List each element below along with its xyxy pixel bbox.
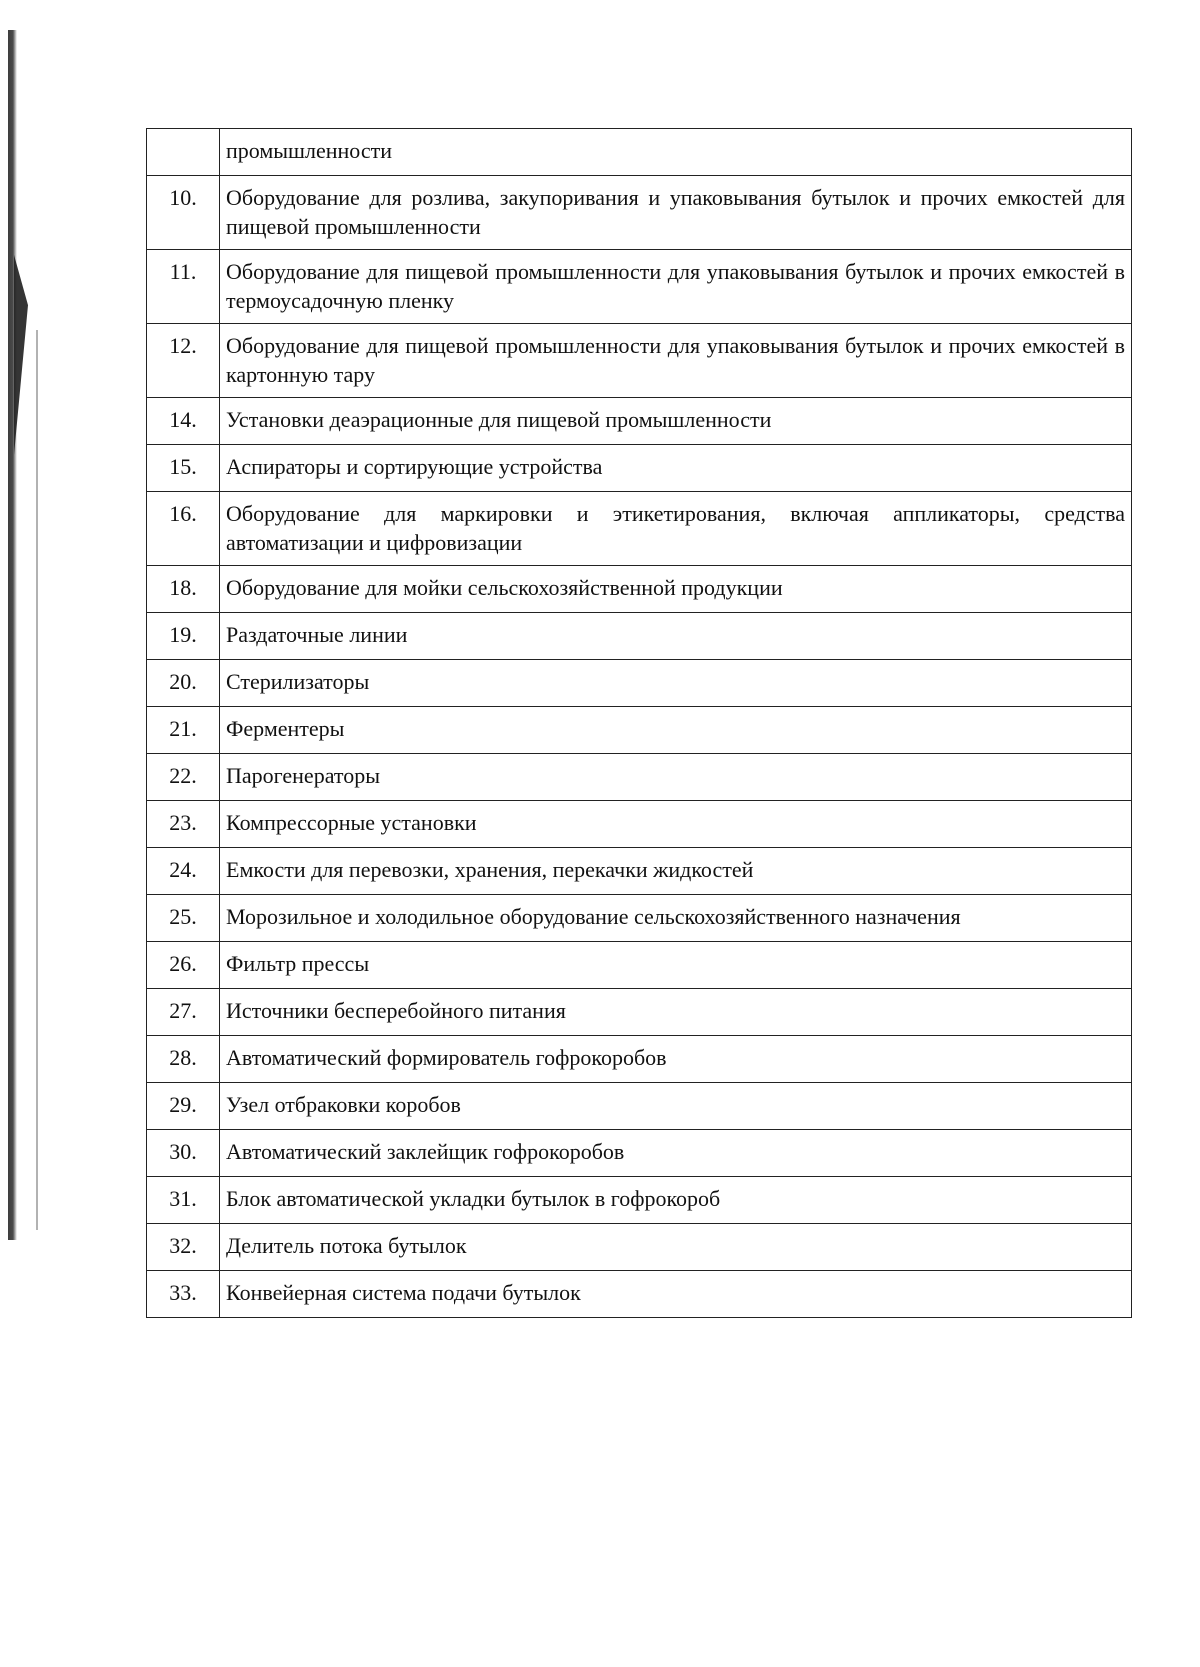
table-row [147,176,1132,250]
row-number: 29. [147,1083,220,1130]
table-row [147,1083,1132,1130]
table-row [147,1036,1132,1083]
row-number: 28. [147,1036,220,1083]
table-row [147,848,1132,895]
table-row [147,754,1132,801]
row-text: Источники бесперебойного питания [220,989,1132,1036]
scan-edge-artifact [8,30,17,1240]
row-text: Компрессорные установки [220,801,1132,848]
row-number: 10. [147,176,220,250]
row-text: Оборудование для пищевой промышленности для упаковывания бутылок и прочих емкостей в термоусадочную пленку [220,250,1132,324]
row-number: 11. [147,250,220,324]
table-row [147,1224,1132,1271]
table-row [147,989,1132,1036]
row-text: Стерилизаторы [220,660,1132,707]
row-number [147,129,220,176]
row-text: Оборудование для пищевой промышленности для упаковывания бутылок и прочих емкостей в картонную тару [220,324,1132,398]
row-number: 15. [147,445,220,492]
scan-wedge-artifact [14,245,28,455]
table-row [147,324,1132,398]
row-text: Делитель потока бутылок [220,1224,1132,1271]
row-text: Автоматический формирователь гофрокоробов [220,1036,1132,1083]
table-row [147,250,1132,324]
row-number: 24. [147,848,220,895]
row-number: 16. [147,492,220,566]
row-text: Оборудование для маркировки и этикетирования, включая аппликаторы, средства автоматизации и цифровизации [220,492,1132,566]
row-number: 27. [147,989,220,1036]
table-row [147,398,1132,445]
table-row [147,895,1132,942]
row-text: Конвейерная система подачи бутылок [220,1271,1132,1318]
table-row [147,707,1132,754]
table-row [147,1271,1132,1318]
row-number: 25. [147,895,220,942]
row-text: Парогенераторы [220,754,1132,801]
row-text: Ферментеры [220,707,1132,754]
row-text: Блок автоматической укладки бутылок в гофрокороб [220,1177,1132,1224]
row-number: 19. [147,613,220,660]
row-number: 26. [147,942,220,989]
table-row [147,1177,1132,1224]
row-text: Узел отбраковки коробов [220,1083,1132,1130]
table-row [147,613,1132,660]
table-row [147,566,1132,613]
row-number: 12. [147,324,220,398]
row-number: 33. [147,1271,220,1318]
row-number: 30. [147,1130,220,1177]
equipment-table [146,128,1132,1318]
row-number: 31. [147,1177,220,1224]
row-number: 20. [147,660,220,707]
row-number: 14. [147,398,220,445]
row-text: Оборудование для мойки сельскохозяйственной продукции [220,566,1132,613]
row-number: 32. [147,1224,220,1271]
table-row [147,445,1132,492]
row-text: промышленности [220,129,1132,176]
row-number: 18. [147,566,220,613]
row-text: Аспираторы и сортирующие устройства [220,445,1132,492]
table-row [147,801,1132,848]
table-row [147,660,1132,707]
row-number: 21. [147,707,220,754]
table-row [147,942,1132,989]
row-text: Раздаточные линии [220,613,1132,660]
row-text: Морозильное и холодильное оборудование сельскохозяйственного назначения [220,895,1132,942]
row-number: 23. [147,801,220,848]
row-text: Фильтр прессы [220,942,1132,989]
row-text: Установки деаэрационные для пищевой промышленности [220,398,1132,445]
row-number: 22. [147,754,220,801]
table-row [147,1130,1132,1177]
row-text: Емкости для перевозки, хранения, перекачки жидкостей [220,848,1132,895]
row-text: Автоматический заклейщик гофрокоробов [220,1130,1132,1177]
table-row [147,129,1132,176]
scan-line-artifact [36,330,38,1230]
table-row [147,492,1132,566]
row-text: Оборудование для розлива, закупоривания и упаковывания бутылок и прочих емкостей для пищевой промышленности [220,176,1132,250]
